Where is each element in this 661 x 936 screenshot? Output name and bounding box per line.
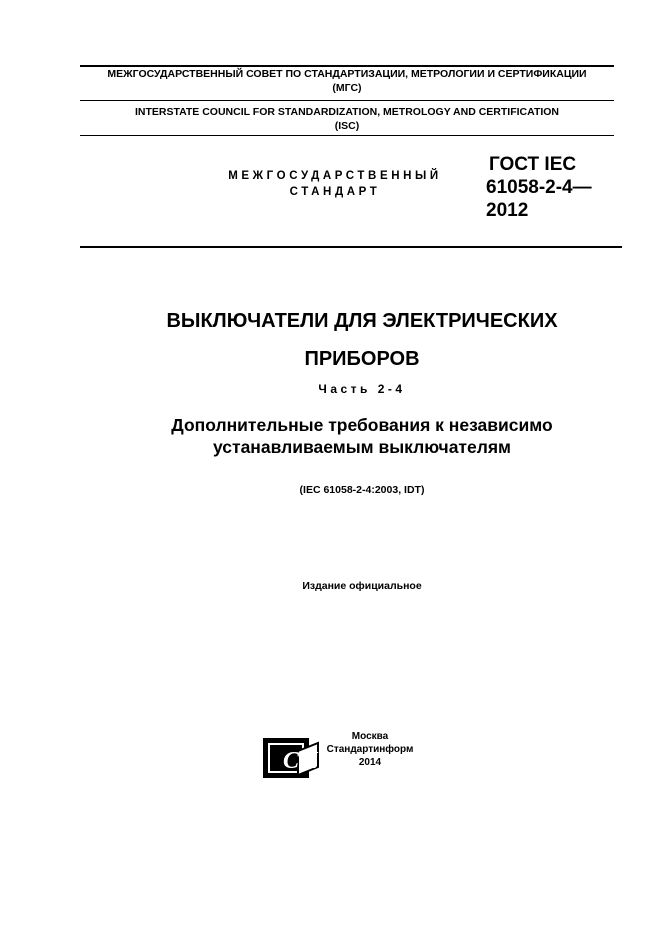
iec-reference: (IEC 61058-2-4:2003, IDT) — [299, 484, 425, 496]
header-bottom-rule — [80, 135, 614, 136]
publisher-logo-text: СИ — [283, 748, 318, 774]
council-ru — [60, 67, 634, 95]
part-number: Часть 2-4 — [318, 382, 406, 396]
document-title-line1: ВЫКЛЮЧАТЕЛИ ДЛЯ ЭЛЕКТРИЧЕСКИХ — [166, 310, 558, 332]
council-ru-name: МЕЖГОСУДАРСТВЕННЫЙ СОВЕТ ПО СТАНДАРТИЗАЦИИ, МЕТРОЛОГИИ И СЕРТИФИКАЦИИ — [107, 68, 587, 80]
standard-code-line2: 61058-2-4— — [486, 177, 592, 198]
document-title — [60, 302, 661, 378]
publisher-imprint — [315, 730, 425, 769]
section-rule — [80, 246, 622, 248]
council-en-name: INTERSTATE COUNCIL FOR STANDARDIZATION, METROLOGY AND CERTIFICATION — [134, 106, 560, 118]
standard-kind-line1: МЕЖГОСУДАРСТВЕННЫЙ — [228, 170, 442, 182]
document-subtitle-line2: устанавливаемым выключателям — [212, 437, 512, 457]
council-en-abbr: (ISC) — [334, 120, 360, 132]
document-subtitle-line1: Дополнительные требования к независимо — [171, 415, 553, 435]
document-title-line2: ПРИБОРОВ — [304, 348, 420, 370]
edition-label: Издание официальное — [302, 580, 422, 592]
standard-kind-line2: СТАНДАРТ — [289, 186, 381, 198]
council-ru-abbr: (МГС) — [332, 82, 362, 94]
publisher-name: Стандартинформ — [326, 744, 414, 755]
council-en — [60, 105, 634, 133]
standard-code-line1: ГОСТ IEC — [489, 154, 577, 175]
publisher-year: 2014 — [358, 757, 382, 768]
standard-code-line3: 2012 — [486, 200, 529, 221]
publisher-logo-icon — [262, 737, 322, 779]
standard-code — [486, 153, 636, 222]
publisher-city: Москва — [351, 731, 389, 742]
publisher-logo — [262, 737, 322, 779]
middle-rule — [80, 100, 614, 101]
standard-kind — [210, 168, 460, 200]
document-subtitle — [40, 414, 661, 458]
